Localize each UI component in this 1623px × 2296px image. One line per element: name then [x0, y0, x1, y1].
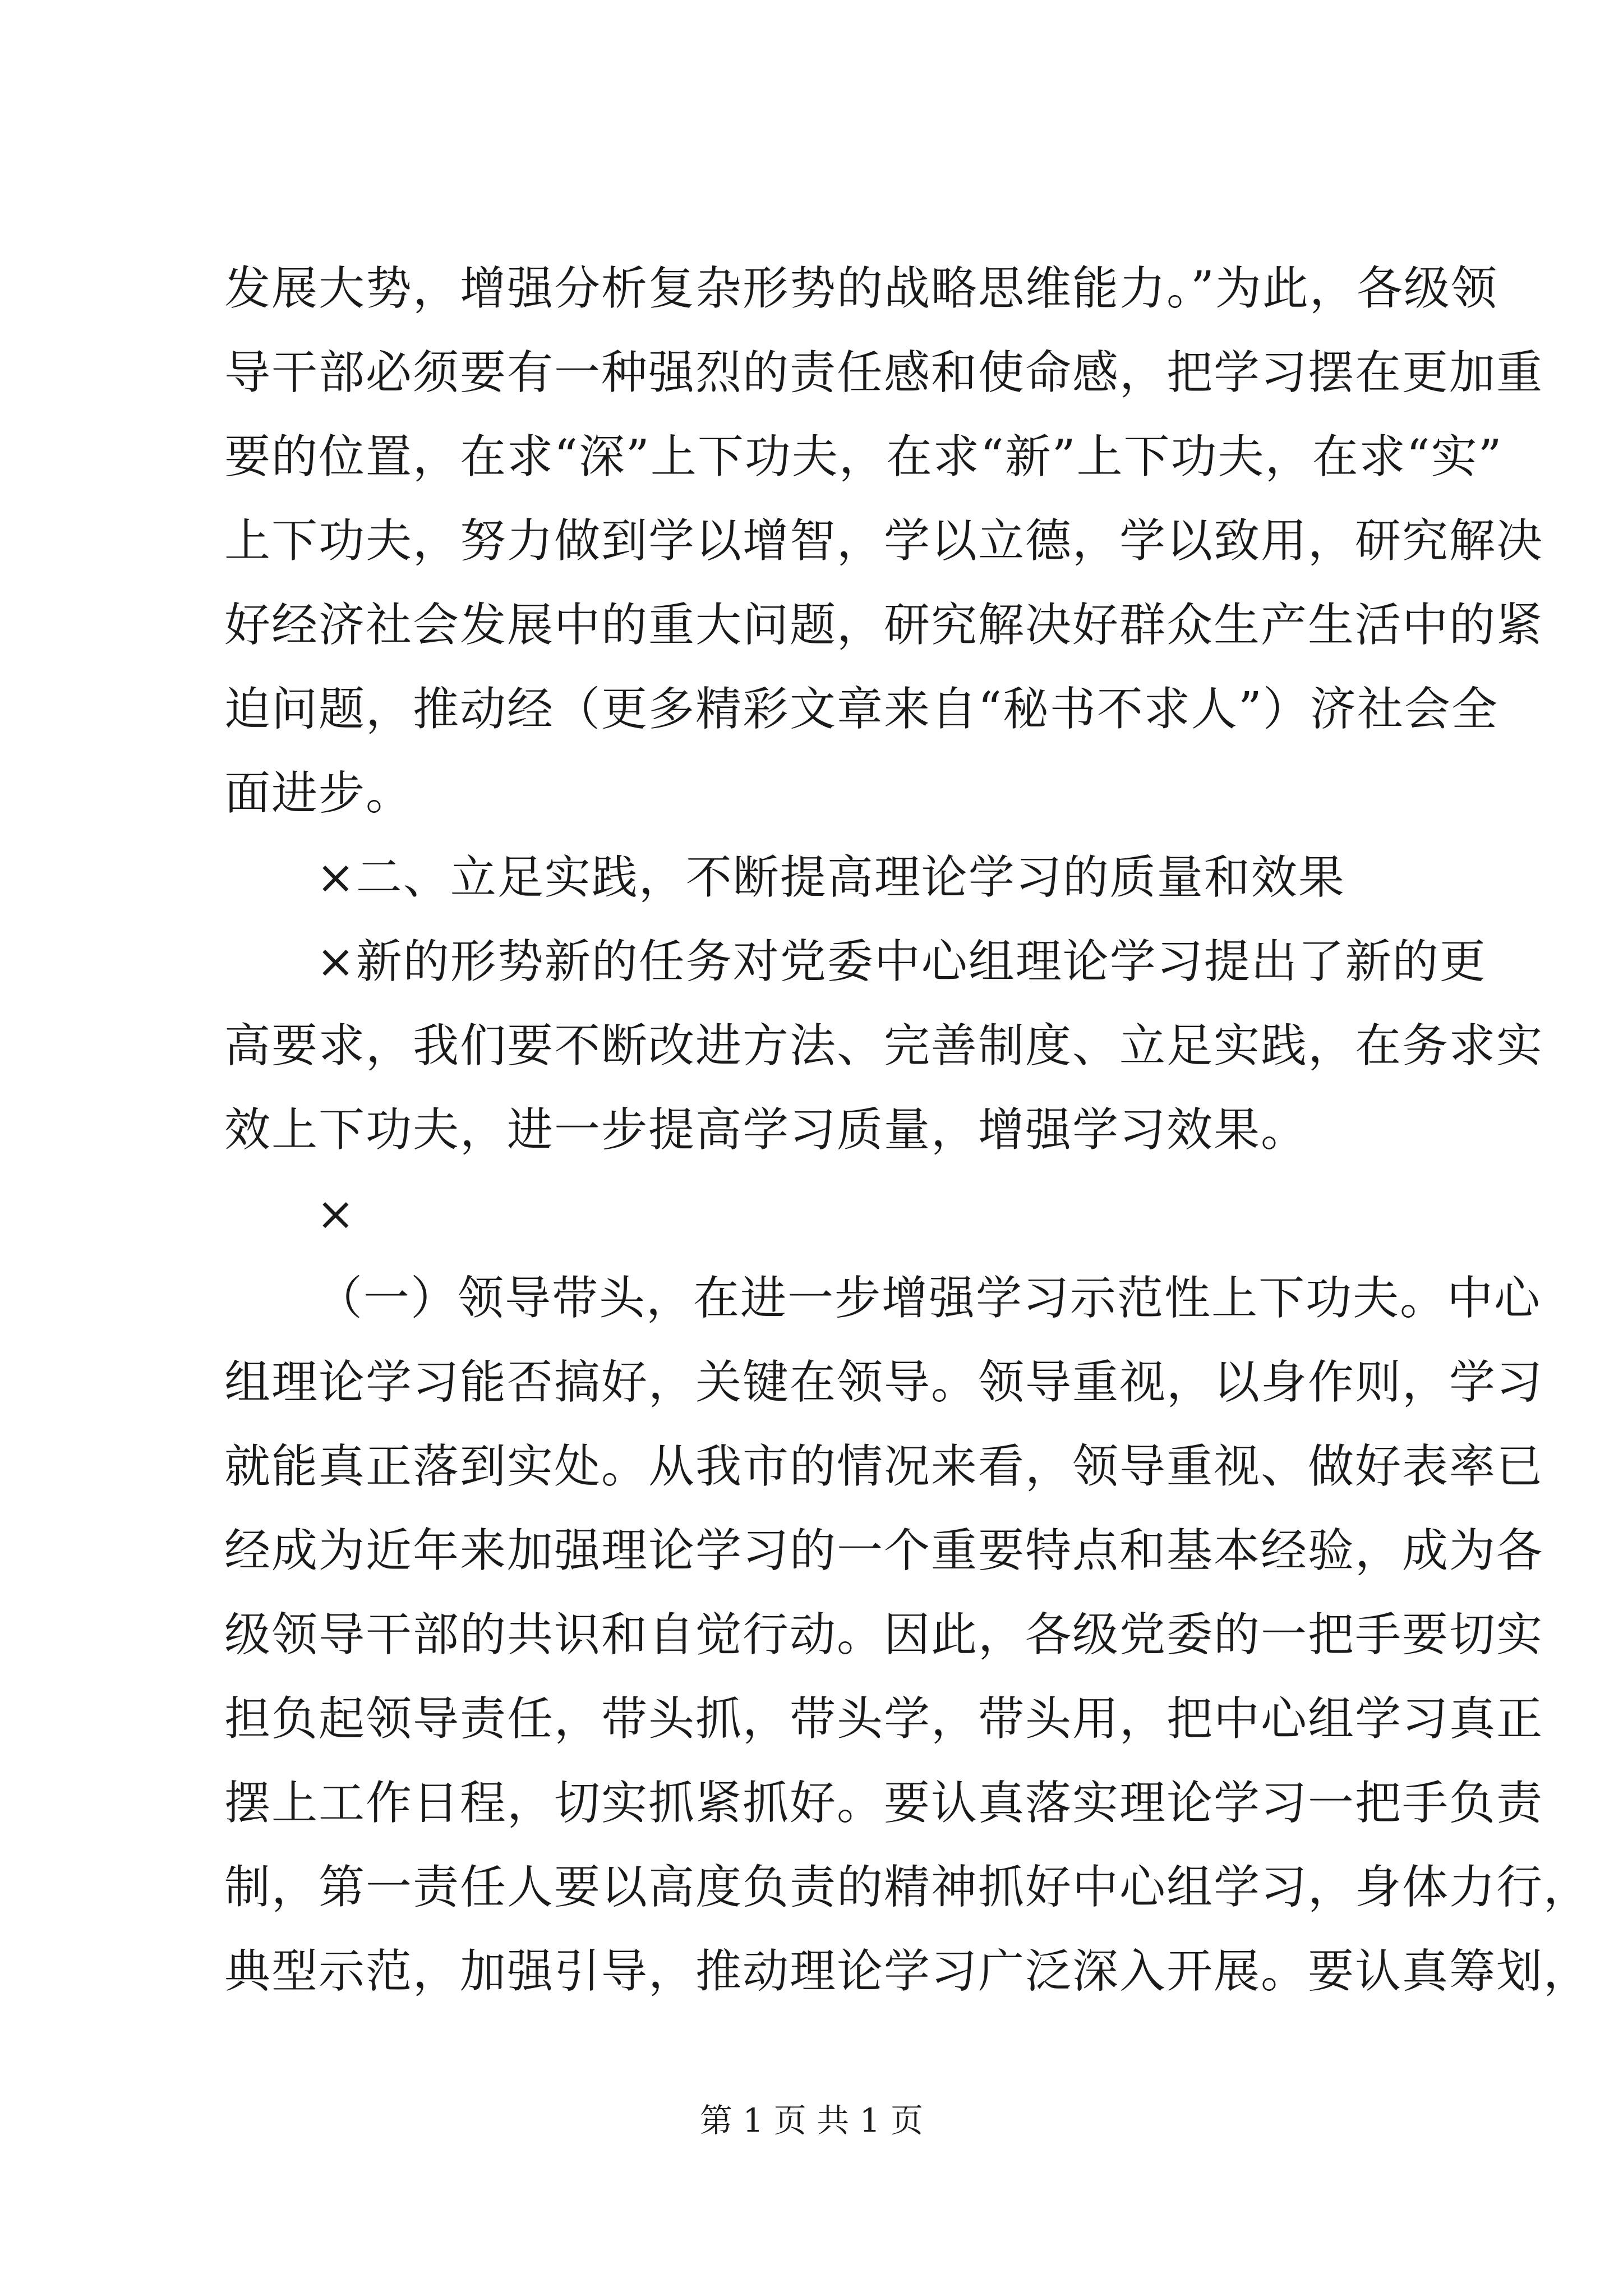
paragraph-line: 要的位置，在求“深”上下功夫，在求“新”上下功夫，在求“实” — [224, 430, 1503, 484]
paragraph-line: 发展大势，增强分析复杂形势的战略思维能力。”为此，各级领 — [224, 262, 1498, 315]
paragraph-line: 就能真正落到实处。从我市的情况来看，领导重视、做好表率已 — [224, 1440, 1544, 1493]
paragraph-line: 摆上工作日程，切实抓紧抓好。要认真落实理论学习一把手负责 — [224, 1777, 1544, 1830]
paragraph-line: 上下功夫，努力做到学以增智，学以立德，学以致用，研究解决 — [224, 514, 1544, 568]
paragraph-mark: × — [316, 1188, 356, 1241]
paragraph-line: 高要求，我们要不断改进方法、完善制度、立足实践，在务求实 — [224, 1019, 1544, 1073]
paragraph-line: 面进步。 — [224, 767, 413, 820]
paragraph-line: 好经济社会发展中的重大问题，研究解决好群众生产生活中的紧 — [224, 599, 1544, 652]
subsection-heading-line: （一）领导带头，在进一步增强学习示范性上下功夫。中心 — [316, 1272, 1542, 1325]
paragraph-line: 担负起领导责任，带头抓，带头学，带头用，把中心组学习真正 — [224, 1692, 1544, 1746]
paragraph-line: ×新的形势新的任务对党委中心组理论学习提出了新的更 — [316, 935, 1487, 988]
paragraph-line: 级领导干部的共识和自觉行动。因此，各级党委的一把手要切实 — [224, 1608, 1544, 1662]
section-heading: ×二、立足实践，不断提高理论学习的质量和效果 — [316, 851, 1345, 904]
page-number-label: 第 1 页 共 1 页 — [700, 2101, 923, 2139]
page-footer — [0, 2098, 1623, 2143]
paragraph-line: 组理论学习能否搞好，关键在领导。领导重视，以身作则，学习 — [224, 1356, 1544, 1409]
paragraph-line: 制，第一责任人要以高度负责的精神抓好中心组学习，身体力行， — [224, 1861, 1591, 1914]
document-body — [224, 247, 1591, 2014]
paragraph-line: 典型示范，加强引导，推动理论学习广泛深入开展。要认真筹划， — [224, 1945, 1591, 1998]
paragraph-line: 迫问题，推动经（更多精彩文章来自“秘书不求人”）济社会全 — [224, 683, 1498, 736]
paragraph-line: 导干部必须要有一种强烈的责任感和使命感，把学习摆在更加重 — [224, 346, 1544, 399]
paragraph-line: 效上下功夫，进一步提高学习质量，增强学习效果。 — [224, 1103, 1308, 1157]
paragraph-line: 经成为近年来加强理论学习的一个重要特点和基本经验，成为各 — [224, 1524, 1544, 1577]
